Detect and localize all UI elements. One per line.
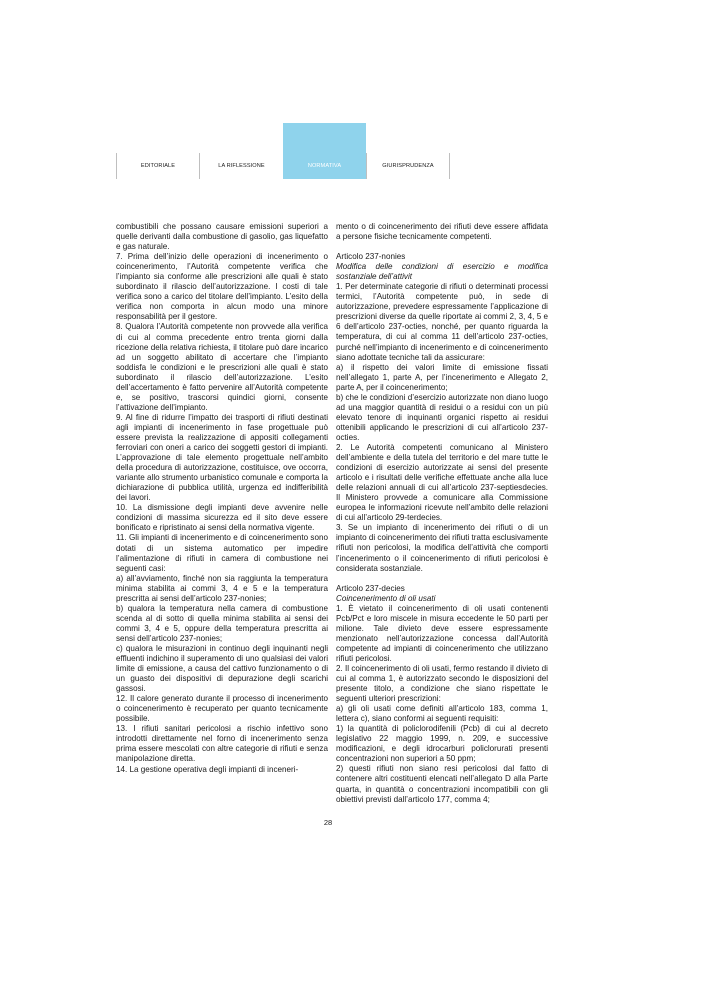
tab-editoriale[interactable]: EDITORIALE: [116, 153, 199, 179]
paragraph: a) il rispetto dei valori limite di emissione fissati nell’allegato 1, parte A, per l’incenerimento e Allegato 2, parte A, per il coincenerimento;: [336, 362, 548, 392]
paragraph: 2) questi rifiuti non siano resi pericolosi dal fatto di contenere altri costituenti elencati nell’allegato D alla Parte quarta, in quantità o concentrazioni incompatibili con gli obiettivi previsti dall’articolo 177, comma 4;: [336, 764, 548, 804]
paragraph: 10. La dismissione degli impianti deve avvenire nelle condizioni di massima sicurezza ed il sito deve essere bonificato e ripristinato ai sensi della normativa vigente.: [116, 503, 328, 533]
paragraph: 9. Al fine di ridurre l’impatto dei trasporti di rifiuti destinati agli impianti di incenerimento in fase progettuale può essere prevista la realizzazione di appositi collegamenti ferroviari con oneri a carico dei soggetti gestori di impianti. L’approvazione di tale elemento progettuale nell’ambito della procedura di autorizzazione, costituisce, ove occorra, variante allo strumento urbanistico comunale e comporta la dichiarazione di pubblica utilità, urgenza ed indifferibilità dei lavori.: [116, 412, 328, 503]
paragraph: 1. È vietato il coincenerimento di oli usati contenenti Pcb/Pct e loro miscele in misura eccedente le 50 parti per milione. Tale divieto deve essere espressamente menzionato nell’autorizzazione concessa dall’Autorità competente ad impianti di coincenerimento che utilizzano rifiuti pericolosi.: [336, 603, 548, 663]
tab-la-riflessione[interactable]: LA RIFLESSIONE: [199, 153, 283, 179]
paragraph: 7. Prima dell’inizio delle operazioni di incenerimento o coincenerimento, l’Autorità competente verifica che l’impianto sia conforme alle prescrizioni alle quali è stato subordinato il rilascio dell’autorizzazione. I costi di tale verifica sono a carico del titolare dell’impianto. L’esito della verifica non comporta in alcun modo una minore responsabilità per il gestore.: [116, 252, 328, 322]
paragraph: 3. Se un impianto di incenerimento dei rifiuti o di un impianto di coincenerimento dei rifiuti tratta esclusivamente rifiuti non pericolosi, la modifica dell’attività che comporti l’incenerimento o il coincenerimento di rifiuti pericolosi è considerata sostanziale.: [336, 523, 548, 573]
page-number: 28: [323, 818, 333, 827]
right-text-column: [336, 222, 548, 805]
article-subtitle: Modifica delle condizioni di esercizio e modifica sostanziale dell’attivit: [336, 262, 548, 282]
paragraph: mento o di coincenerimento dei rifiuti deve essere affidata a persone fisiche tecnicamente competenti.: [336, 222, 548, 242]
paragraph: 8. Qualora l’Autorità competente non provvede alla verifica di cui al comma precedente entro trenta giorni dalla ricezione della relativa richiesta, il titolare può dare incarico ad un soggetto abilitato di accertare che l’impianto soddisfa le condizioni e le prescrizioni alle quali è stato subordinato il rilascio dell’autorizzazione. L’esito dell’accertamento è fatto pervenire all’Autorità competente e, se positivo, trascorsi quindici giorni, consente l’attivazione dell’impianto.: [116, 322, 328, 412]
paragraph: b) qualora la temperatura nella camera di combustione scenda al di sotto di quella minima stabilita ai sensi dei commi 3, 4 e 5, oppure della temperatura prescritta ai sensi dell’articolo 237-nonies;: [116, 603, 328, 643]
paragraph: 13. I rifiuti sanitari pericolosi a rischio infettivo sono introdotti direttamente nel forno di incenerimento senza prima essere mescolati con altre categorie di rifiuti e senza manipolazione diretta.: [116, 724, 328, 764]
paragraph: 14. La gestione operativa degli impianti di inceneri-: [116, 764, 299, 774]
paragraph: a) all’avviamento, finché non sia raggiunta la temperatura minima stabilita ai commi 3, 4 e 5 e la temperatura prescritta ai sensi dell’articolo 237-nonies;: [116, 573, 328, 603]
paragraph: 2. Il coincenerimento di oli usati, fermo restando il divieto di cui al comma 1, è autorizzato secondo le disposizioni del presente titolo, a condizione che siano rispettate le seguenti ulteriori prescrizioni:: [336, 663, 548, 704]
paragraph: combustibili che possano causare emissioni superiori a quelle derivanti dalla combustione di gasolio, gas liquefatto e gas naturale.: [116, 222, 328, 252]
left-text-column: [116, 222, 328, 775]
section-nav: [116, 123, 450, 179]
paragraph: 11. Gli impianti di incenerimento e di coincenerimento sono dotati di un sistema automatico per impedire l’alimentazione di rifiuti in camera di combustione nei seguenti casi:: [116, 533, 328, 573]
paragraph: b) che le condizioni d’esercizio autorizzate non diano luogo ad una maggior quantità di residui o a residui con un più elevato tenore di inquinanti organici rispetto ai residui ottenibili applicando le prescrizioni di cui all’articolo 237-octies.: [336, 392, 548, 442]
article-heading: Articolo 237-nonies: [336, 252, 406, 262]
paragraph: a) gli oli usati come definiti all’articolo 183, comma 1, lettera c), siano conformi ai seguenti requisiti:: [336, 704, 548, 724]
tab-normativa[interactable]: NORMATIVA: [283, 123, 366, 179]
paragraph: 1) la quantità di policlorodifenili (Pcb) di cui al decreto legislativo 22 maggio 1999, n. 209, e successive modificazioni, e degli idrocarburi policlorurati presenti concentrazioni non superiori a 50 ppm;: [336, 724, 548, 764]
paragraph: 12. Il calore generato durante il processo di incenerimento o coincenerimento è recuperato per quanto tecnicamente possibile.: [116, 694, 328, 724]
paragraph: c) qualora le misurazioni in continuo degli inquinanti negli effluenti indichino il superamento di uno qualsiasi dei valori limite di emissione, a causa del cattivo funzionamento o di un guasto dei dispositivi di depurazione degli scarichi gassosi.: [116, 643, 328, 694]
article-heading: Articolo 237-decies: [336, 583, 405, 593]
paragraph: 1. Per determinate categorie di rifiuti o determinati processi termici, l’Autorità competente può, in sede di autorizzazione, prevedere espressamente l’applicazione di prescrizioni diverse da quelle riportate ai commi 2, 3, 4, 5 e 6 dell’articolo 237-octies, nonché, per quanto riguarda la temperatura, di cui al comma 11 dell’articolo 237-octies, purché nell’impianto di incenerimento e di coincenerimento siano adottate tecniche tali da assicurare:: [336, 282, 548, 362]
tab-giurisprudenza[interactable]: GIURISPRUDENZA: [366, 153, 450, 179]
article-subtitle: Coincenerimento di oli usati: [336, 593, 436, 603]
paragraph: 2. Le Autorità competenti comunicano al Ministero dell’ambiente e della tutela del territorio e del mare tutte le condizioni di esercizio autorizzate ai sensi del presente articolo e i risultati delle verifiche effettuate anche alla luce delle relazioni annuali di cui all’articolo 237-septiesdecies. Il Ministero provvede a comunicare alla Commissione europea le informazioni ricevute nell’ambito delle relazioni di cui all’articolo 29-terdecies.: [336, 442, 548, 523]
